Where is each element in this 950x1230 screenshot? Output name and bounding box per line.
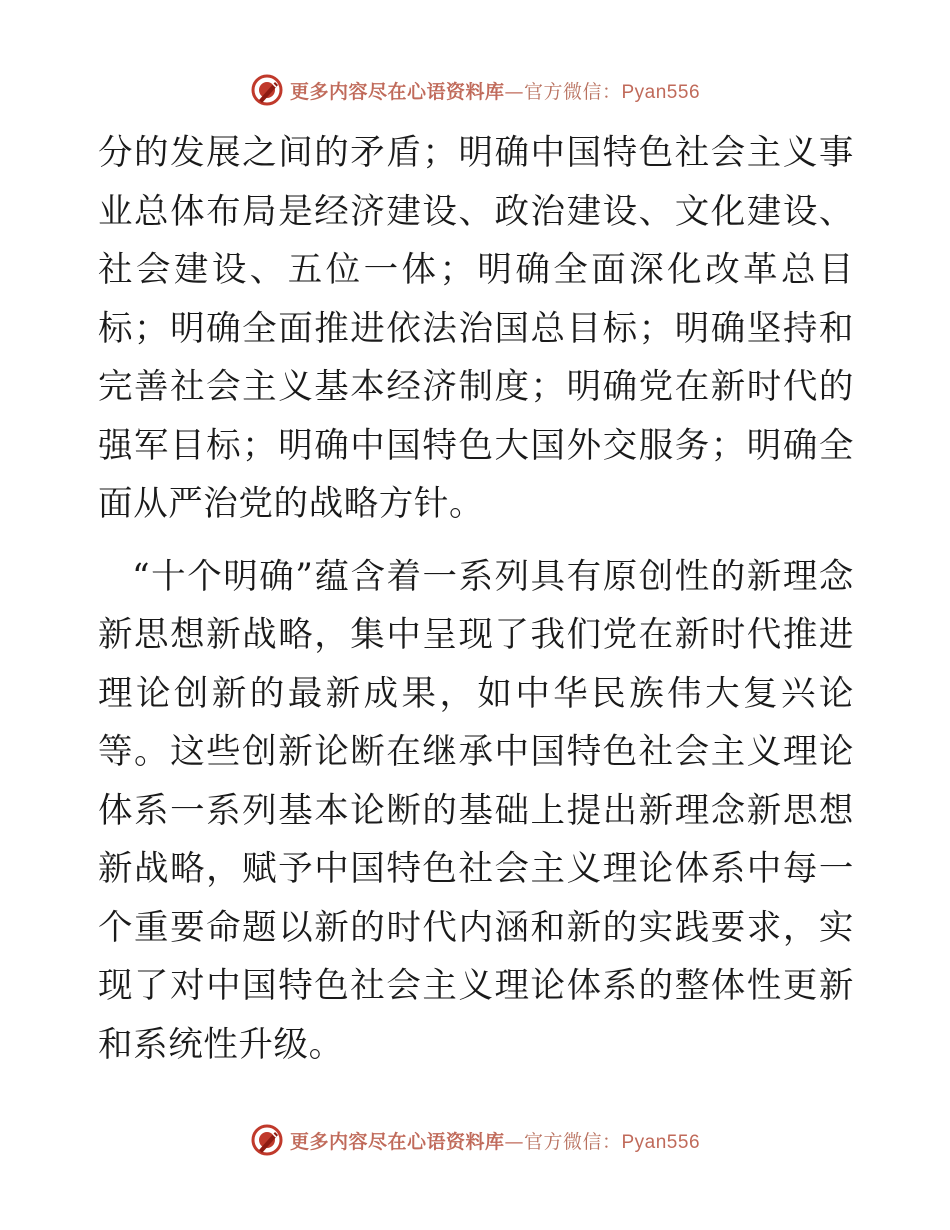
pen-logo-icon: [250, 73, 284, 107]
banner-wechat-label: 官方微信：: [523, 80, 622, 103]
banner-text: [290, 1127, 700, 1154]
banner-wechat-id: Pyan556: [621, 1131, 701, 1153]
paragraph: “十个明确”蕴含着一系列具有原创性的新理念新思想新战略，集中呈现了我们党在新时代推进理论创新的最新成果，如中华民族伟大复兴论等。这些创新论断在继承中国特色社会主义理论体系一系列基本论断的基础上提出新理念新思想新战略，赋予中国特色社会主义理论体系中每一个重要命题以新的时代内涵和新的实践要求，实现了对中国特色社会主义理论体系的整体性更新和系统性升级。: [98, 556, 854, 1065]
document-body: [98, 124, 854, 1074]
banner-wechat-label: 官方微信：: [523, 1130, 622, 1153]
banner-separator: —: [504, 80, 524, 103]
banner-wechat-id: Pyan556: [621, 81, 701, 103]
header-banner: [0, 70, 950, 110]
footer-banner: [0, 1120, 950, 1160]
paragraph: 分的发展之间的矛盾；明确中国特色社会主义事业总体布局是经济建设、政治建设、文化建设、社会建设、五位一体；明确全面深化改革总目标；明确全面推进依法治国总目标；明确坚持和完善社会主义基本经济制度；明确党在新时代的强军目标；明确中国特色大国外交服务；明确全面从严治党的战略方针。: [98, 133, 854, 524]
banner-main-text: 更多内容尽在心语资料库: [289, 80, 505, 103]
banner-main-text: 更多内容尽在心语资料库: [289, 1130, 505, 1153]
banner-text: [290, 77, 700, 104]
banner-separator: —: [504, 1130, 524, 1153]
pen-logo-icon: [250, 1123, 284, 1157]
